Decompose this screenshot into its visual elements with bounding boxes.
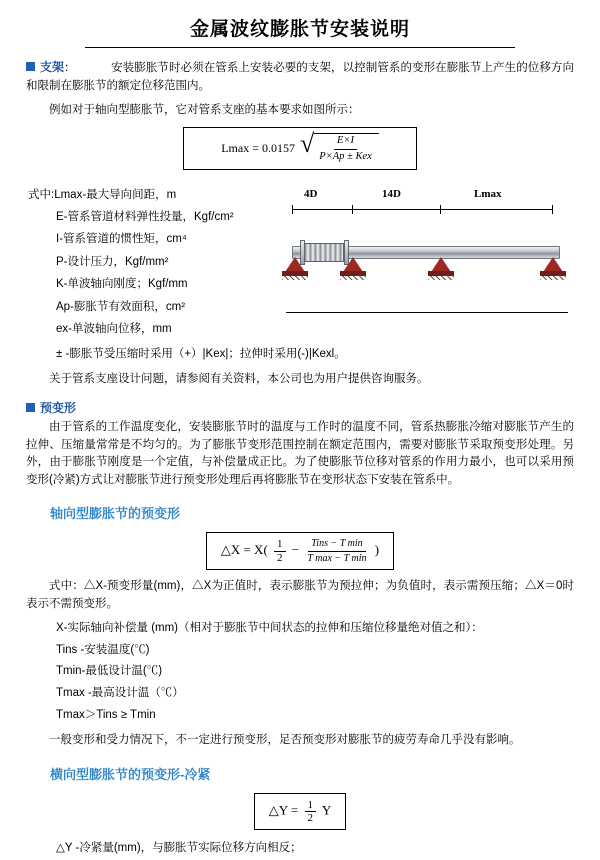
support-icon bbox=[428, 257, 454, 279]
page-title: 金属波纹膨胀节安装说明 bbox=[189, 19, 410, 40]
formula-lhs: △X = X( bbox=[220, 542, 268, 558]
title-divider bbox=[85, 47, 515, 48]
axial-predeformation-items bbox=[0, 618, 600, 727]
variable-item: P-设计压力，Kgf/mm² bbox=[56, 255, 169, 268]
lmax-formula-lhs: Lmax = 0.0157 bbox=[221, 141, 295, 156]
item-line: Tmin-最低设计温(℃) bbox=[56, 665, 163, 678]
item-line: Tmax＞Tins ≥ Tmin bbox=[56, 709, 156, 722]
section-support-paragraph-2: 例如对于轴向型膨胀节，它对管系支座的基本要求如图所示： bbox=[49, 103, 360, 116]
axial-predeformation-note: 式中：△X-预变形量(mm)，△X为正值时，表示膨胀节为预拉伸；为负值时，表示需预压缩；△X＝0时表示不需预变形。 bbox=[26, 580, 574, 610]
section-heading-predeformation bbox=[26, 399, 574, 416]
square-bullet-icon bbox=[26, 403, 35, 412]
variable-item: ex-单波轴向位移，mm bbox=[56, 323, 172, 336]
item-line: X-实际轴向补偿量 (mm)（相对于膨胀节中间状态的拉伸和压缩位移量绝对值之和）： bbox=[56, 621, 483, 634]
bellows-icon bbox=[304, 243, 344, 262]
variable-list bbox=[0, 176, 280, 341]
formula-lhs: △Y = bbox=[268, 802, 299, 818]
section-label-predeformation: 预变形 bbox=[40, 400, 77, 415]
variable-list-tail bbox=[0, 343, 600, 365]
half-denominator: 2 bbox=[307, 811, 314, 824]
half-numerator: 1 bbox=[274, 538, 286, 551]
diagram-dimension-lines bbox=[282, 204, 572, 214]
section-colon: ： bbox=[64, 61, 76, 74]
variables-and-diagram bbox=[0, 176, 600, 341]
dim-label-14d: 14D bbox=[382, 187, 401, 200]
subheading-axial-predeformation: 轴向型膨胀节的预变形 bbox=[50, 506, 181, 522]
lateral-predeformation-formula bbox=[0, 793, 600, 830]
temperature-fraction-numerator: Tins − T min bbox=[308, 538, 365, 552]
variable-item: 式中:Lmax-最大导向间距，m bbox=[28, 188, 177, 201]
lmax-formula bbox=[183, 127, 417, 169]
diagram-dimension-labels bbox=[282, 188, 572, 204]
support-icon bbox=[282, 257, 308, 279]
axial-predeformation-formula bbox=[0, 532, 600, 570]
variable-item: K-单波轴向刚度；Kgf/mm bbox=[56, 278, 188, 291]
lateral-predeformation-note: △Y -冷紧量(mm)，与膨胀节实际位移方向相反； bbox=[56, 841, 302, 854]
dim-label-4d: 4D bbox=[304, 187, 318, 200]
section-support-closing: 关于管系支座设计问题，请参阅有关资料，本公司也为用户提供咨询服务。 bbox=[49, 373, 429, 385]
one-half-fraction bbox=[305, 799, 317, 824]
sqrt-radical-glyph: √ bbox=[299, 129, 315, 159]
formula-rhs: ) bbox=[374, 542, 380, 558]
half-numerator: 1 bbox=[305, 799, 317, 812]
document-page bbox=[0, 14, 600, 854]
diagram-column bbox=[280, 176, 600, 298]
sqrt-icon bbox=[299, 129, 379, 163]
square-bullet-icon bbox=[26, 62, 35, 71]
one-half-fraction bbox=[274, 538, 286, 563]
temperature-fraction bbox=[304, 538, 369, 564]
half-denominator: 2 bbox=[277, 551, 283, 564]
temperature-fraction-denominator: T max − T min bbox=[307, 552, 367, 564]
formula-minus: − bbox=[291, 542, 300, 558]
axial-expansion-joint-support-diagram bbox=[282, 188, 572, 298]
variable-item: ± -膨胀节受压缩时采用（+）|Kex|；拉伸时采用(-)|Kexl。 bbox=[56, 347, 346, 360]
formula-rhs: Y bbox=[321, 802, 332, 818]
ground-line bbox=[286, 312, 568, 313]
axial-predeformation-closing: 一般变形和受力情况下，不一定进行预变形，足否预变形对膨胀节的疲劳寿命几乎没有影响。 bbox=[49, 733, 521, 746]
dim-label-lmax: Lmax bbox=[474, 187, 502, 200]
support-icon bbox=[540, 257, 566, 279]
variable-item: E-管系管道材料弹性投量，Kgf/cm² bbox=[56, 211, 234, 224]
item-line: Tins -安装温度(℃) bbox=[56, 643, 150, 656]
item-line: Tmax -最高设计温（℃） bbox=[56, 687, 184, 700]
lmax-formula-numerator: E×I bbox=[334, 135, 357, 150]
section-support-paragraph-1: 安装膨胀节时必须在管系上安装必要的支架，以控制管系的变形在膨胀节上产生的位移方向和限制在膨胀节的额定位移范围内。 bbox=[26, 62, 574, 92]
section-label-support: 支架 bbox=[40, 60, 65, 74]
variable-item: I-管系管道的惯性矩，cm⁴ bbox=[56, 233, 187, 246]
lmax-formula-denominator: P×Ap ± Kex bbox=[319, 151, 372, 163]
pipe-assembly bbox=[282, 224, 572, 286]
section-predeformation-paragraph-1: 由于管系的工作温度变化，安装膨胀节时的温度与工作时的温度不同，管系热膨胀冷缩对膨胀节产生的拉伸、压缩量常常是不均匀的。为了膨胀节变形范围控制在额定范围内，需要对膨胀节采取预变形处理。另外，由于膨胀节刚度是一个定值，与补偿量成正比。为了使膨胀节位移对管系的作用力最小，也可以采用预变形(冷紧)方式让对膨胀节进行预变形处理后再将膨胀节在变形状态下安装在管系中。 bbox=[26, 420, 574, 487]
subheading-lateral-predeformation: 横向型膨胀节的预变形-冷紧 bbox=[50, 766, 211, 782]
support-icon bbox=[340, 257, 366, 279]
variable-item: Ap-膨胀节有效面积，cm² bbox=[56, 300, 186, 313]
